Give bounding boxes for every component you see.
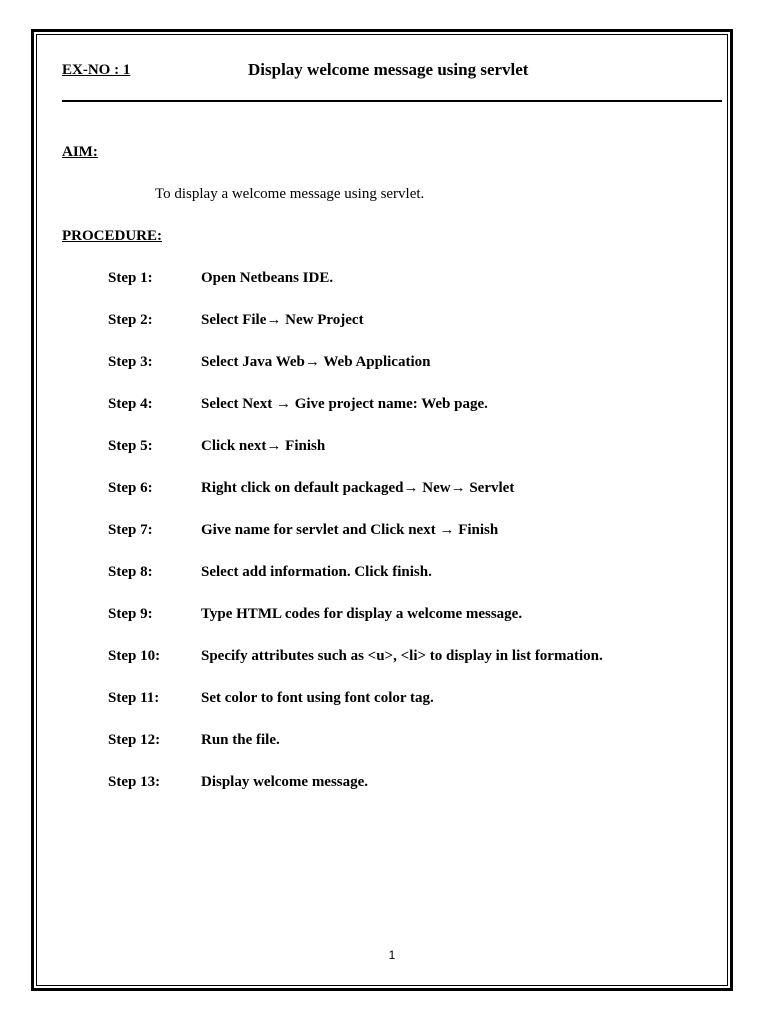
step-text: Right click on default packaged→ New→ Servlet <box>201 480 515 496</box>
step-number: Step 3: <box>108 354 153 370</box>
step-text: Give name for servlet and Click next → Finish <box>201 522 499 538</box>
page-border-inner <box>36 34 728 986</box>
step-text: Set color to font using font color tag. <box>201 690 434 706</box>
step-text: Click next→ Finish <box>201 438 326 454</box>
header-divider <box>62 100 722 102</box>
step-text: Open Netbeans IDE. <box>201 270 334 286</box>
step-number: Step 2: <box>108 312 153 328</box>
step-number: Step 11: <box>108 690 160 706</box>
step-number: Step 8: <box>108 564 153 580</box>
step-text: Select add information. Click finish. <box>201 564 432 580</box>
step-number: Step 13: <box>108 774 161 790</box>
page-number: 1 <box>388 948 396 962</box>
step-number: Step 10: <box>108 648 161 664</box>
step-text: Select Next → Give project name: Web page. <box>201 396 488 412</box>
step-number: Step 5: <box>108 438 153 454</box>
procedure-heading: PROCEDURE: <box>62 228 162 244</box>
step-text: Select File→ New Project <box>201 312 364 328</box>
aim-heading: AIM: <box>62 144 98 160</box>
step-text: Type HTML codes for display a welcome message. <box>201 606 523 622</box>
exercise-number: EX-NO : 1 <box>62 62 131 78</box>
step-number: Step 6: <box>108 480 153 496</box>
step-text: Specify attributes such as <u>, <li> to display in list formation. <box>201 648 603 664</box>
step-number: Step 1: <box>108 270 153 286</box>
step-number: Step 12: <box>108 732 161 748</box>
step-number: Step 7: <box>108 522 153 538</box>
step-number: Step 4: <box>108 396 153 412</box>
aim-text: To display a welcome message using servlet. <box>155 186 425 202</box>
page-title: Display welcome message using servlet <box>248 60 529 79</box>
step-text: Select Java Web→ Web Application <box>201 354 431 370</box>
step-text: Run the file. <box>201 732 280 748</box>
step-text: Display welcome message. <box>201 774 369 790</box>
step-number: Step 9: <box>108 606 153 622</box>
